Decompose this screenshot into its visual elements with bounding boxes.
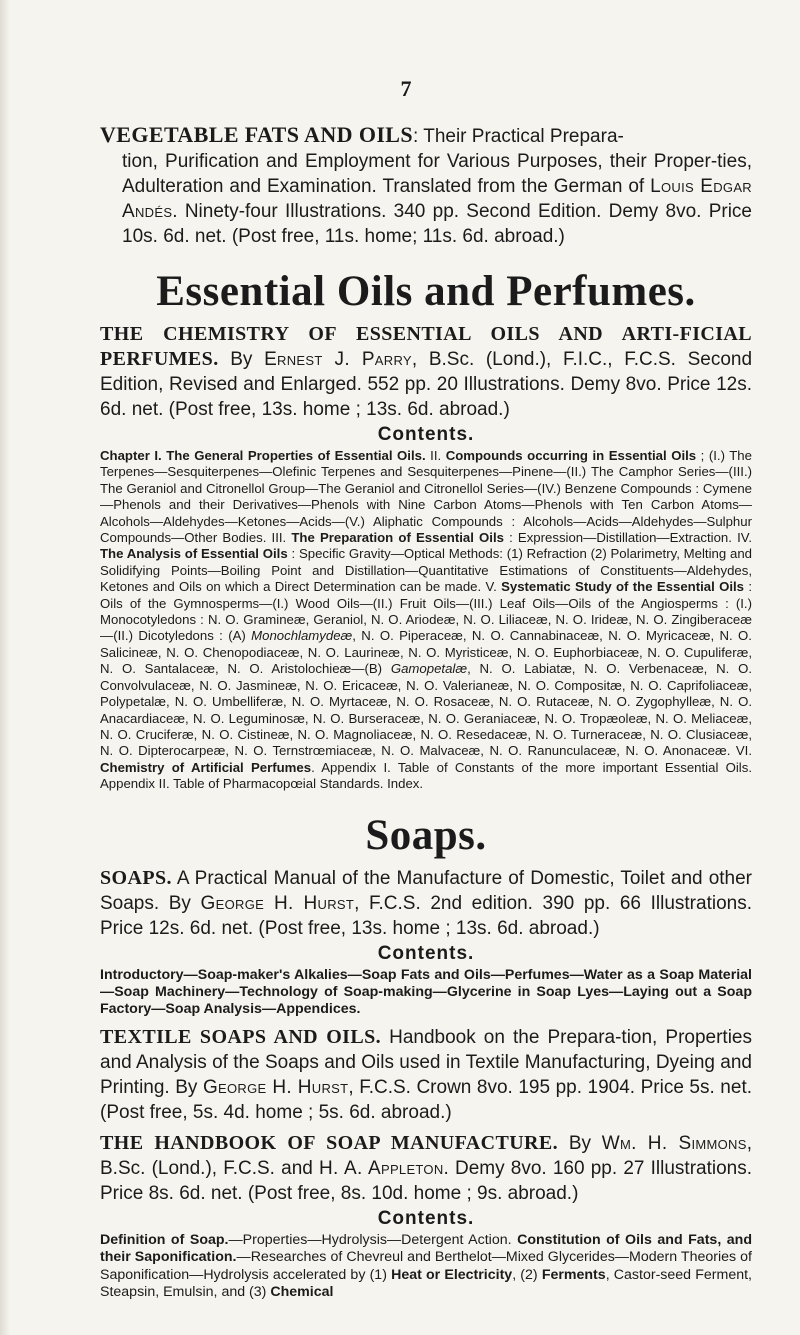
entry-title: THE HANDBOOK OF SOAP MANUFACTURE. (100, 1131, 559, 1154)
entry-body: , B.Sc. (Lond.), F.I.C., F.C.S. Second Edition, Revised and Enlarged. 552 pp. 20 Illustrations. Demy 8vo. Price 12s. 6d. net. (Post free, 13s. home ; 13s. 6d. abroad.) (100, 349, 753, 420)
contents-topic-1-text: —Properties—Hydrolysis—Detergent Action. (228, 1231, 518, 1248)
contents-topic-4: Ferments (541, 1266, 606, 1283)
contents-chapter-1: Chapter I. The General Properties of Essential Oils. (100, 448, 426, 463)
entry-vegetable-fats (100, 122, 752, 249)
entry-text (100, 322, 752, 422)
entry-body-b: , F.C.S. Crown 8vo. 195 pp. 1904. Price 5s. net. (Post free, 5s. 4d. home ; 5s. 6d. abroad.) (100, 1076, 752, 1123)
entry-author: George H. Hurst (200, 892, 355, 914)
entry-author: George H. Hurst (202, 1076, 349, 1098)
entry-textile-soaps (100, 1025, 752, 1125)
contents-text: Introductory—Soap-maker's Alkalies—Soap Fats and Oils—Perfumes—Water as a Soap Material—Soap Machinery—Technology of Soap-making—Glycerine in Soap Lyes—Laying out a Soap Factory—Soap Analysis—Appendices. (100, 966, 752, 1018)
entry-body-b: , B.Sc. (Lond.), F.C.S. and (100, 1132, 752, 1179)
contents-topic-5: Chemical (270, 1283, 334, 1300)
entry-title: TEXTILE SOAPS AND OILS. (100, 1025, 382, 1048)
entry-first-line: Their Practical Prepara- (423, 126, 624, 147)
contents-chapter-6-text: . Appendix I. Table of Constants of the more important Essential Oils. Appendix II. Table of Pharmacopœial Standards. Index. (100, 759, 752, 792)
entry-by: By (218, 349, 265, 370)
contents-topic-3-text: , (2) (512, 1266, 542, 1283)
contents-chapter-2-text: ; (I.) The Terpenes—Sesquiterpenes—Olefinic Terpenes and Sesquiterpenes—Pinene—(II.) The Camphor Series—(III.) The Geraniol and Citronellol Group—The Geraniol and Citronellol Series—(IV.) Benzene Compounds : Cymene—Phenols and their Derivatives—Phenols with Nine Carbon Atoms—Phenols with Ten Carbon Atoms—Alcohols—Aldehydes—Ketones—Acids—(V.) Aliphatic Compounds : Alcohols—Acids—Aldehydes—Sulphur Compounds—Other Bodies. III. (100, 448, 752, 546)
contents-chapter-5-text-b: , N. O. Piperaceæ, N. O. Cannabinaceæ, N. O. Myricaceæ, N. O. Salicineæ, N. O. Chenopodiaceæ, N. O. Laurineæ, N. O. Myristiceæ, N. O. Euphorbiaceæ, N. O. Cupuliferæ, N. O. Santalaceæ, N. O. Aristolochieæ—(B) (100, 628, 752, 677)
entry-body (100, 149, 752, 249)
contents-topic-1: Definition of Soap. (100, 1231, 229, 1248)
contents-chapter-5-text-a: : Oils of the Gymnosperms—(I.) Wood Oils—(II.) Fruit Oils—(III.) Leaf Oils—Oils of the Angiosperms : (I.) Monocotyledons : N. O. Gramineæ, Geraniol, N. O. Ariodeæ, N. O. Liliaceæ, N. O. Irideæ, N. O. Zingiberaceæ—(II.) Dicotyledons : (A) (100, 579, 753, 644)
contents-sep: II. (425, 448, 446, 463)
contents-topic-4-text: , Castor-seed Ferment, Steapsin, Emulsin, and (3) (100, 1266, 752, 1300)
section-heading-soaps: Soaps. (365, 811, 487, 859)
contents-topic-3: Heat or Electricity (391, 1266, 513, 1283)
contents-topic-2: Constitution of Oils and Fats, and their Saponification. (100, 1231, 753, 1266)
contents-topic-2-text: —Researches of Chevreul and Berthelot—Mixed Glycerides—Modern Theories of Saponification—Hydrolysis accelerated by (1) (100, 1249, 752, 1283)
title-separator: : (413, 126, 424, 147)
entry-title: THE CHEMISTRY OF ESSENTIAL OILS AND ARTI-FICIAL PERFUMES. (100, 323, 752, 370)
contents-text (100, 448, 752, 793)
entry-body-b: , F.C.S. 2nd edition. 390 pp. 66 Illustrations. Price 12s. 6d. net. (Post free, 13s. home ; 13s. 6d. abroad.) (100, 892, 752, 939)
entry-soaps (100, 866, 752, 1019)
entry-author-1: Wm. H. Simmons (601, 1132, 747, 1154)
entry-author-2: H. A. Appleton (319, 1157, 444, 1179)
entry-body-a: A Practical Manual of the Manufacture of Domestic, Toilet and other Soaps. By (100, 867, 752, 914)
contents-heading: Contents. (377, 1207, 475, 1229)
page-number: 7 (400, 76, 412, 101)
contents-chapter-4-text: : Specific Gravity—Optical Methods: (1) Refraction (2) Polarimetry, Melting and Solidifying Points—Boiling Point and Distillation—Quantitative Estimations of Constituents—Aldehydes, Ketones and Oils on which a Direct Determination can be made. V. (100, 546, 752, 595)
entry-body-c: . Demy 8vo. 160 pp. 27 Illustrations. Price 8s. 6d. net. (Post free, 8s. 10d. home ; 9s. abroad.) (100, 1157, 753, 1204)
contents-italic-a: Monochlamydeæ (251, 628, 353, 644)
contents-chapter-4: The Analysis of Essential Oils (100, 546, 288, 562)
entry-title: VEGETABLE FATS AND OILS (100, 122, 413, 147)
entry-body-a: tion, Purification and Employment for Various Purposes, their Proper-ties, Adulteration and Examination. Translated from the German of (122, 151, 752, 197)
entry-body-a: By (558, 1132, 602, 1154)
contents-heading: Contents. (377, 942, 475, 964)
page-gutter-shadow (0, 0, 10, 1335)
entry-title: SOAPS. (100, 866, 172, 889)
section-heading-essential-oils: Essential Oils and Perfumes. (156, 268, 696, 315)
contents-chapter-5: Systematic Study of the Essential Oils (501, 579, 745, 595)
contents-chapter-5-text-c: , N. O. Labiatæ, N. O. Verbenaceæ, N. O. Convolvulaceæ, N. O. Jasmineæ, N. O. Ericaceæ, N. O. Valerianeæ, N. O. Compositæ, N. O. Caprifoliaceæ, Polypetalæ, N. O. Umbelliferæ, N. O. Myrtaceæ, N. O. Rosaceæ, N. O. Rutaceæ, N. O. Zygophylleæ, N. O. Anacardiaceæ, N. O. Leguminosæ, N. O. Burseraceæ, N. O. Geraniaceæ, N. O. Tropæoleæ, N. O. Meliaceæ, N. O. Cruciferæ, N. O. Cistineæ, N. O. Magnoliaceæ, N. O. Resedaceæ, N. O. Turneraceæ, N. O. Clusiaceæ, N. O. Dipterocarpeæ, N. O. Ternstrœmiaceæ, N. O. Malvaceæ, N. O. Ranunculaceæ, N. O. Anonaceæ. VI. (100, 661, 752, 759)
contents-chapter-3-text: : Expression—Distillation—Extraction. IV. (503, 530, 752, 546)
contents-chapter-3: The Preparation of Essential Oils (291, 530, 504, 546)
entry-essential-oils (100, 322, 752, 793)
entry-text (100, 1131, 752, 1206)
entry-soap-manufacture (100, 1131, 752, 1302)
contents-chapter-2: Compounds occurring in Essential Oils (445, 448, 697, 463)
entry-text (100, 866, 752, 941)
entry-body-b: . Ninety-four Illustrations. 340 pp. Second Edition. Demy 8vo. Price 10s. 6d. net. (Post free, 11s. home; 11s. 6d. abroad.) (122, 201, 752, 247)
entry-author: Louis Edgar Andés (122, 176, 752, 222)
contents-italic-b: Gamopetalæ (390, 661, 468, 677)
contents-text (100, 1232, 752, 1302)
entry-text (100, 122, 752, 249)
entry-text (100, 1025, 752, 1125)
contents-chapter-6: Chemistry of Artificial Perfumes (100, 759, 312, 775)
contents-heading: Contents. (377, 424, 475, 445)
entry-author: Ernest J. Parry (264, 349, 412, 370)
entry-body-a: Handbook on the Prepara-tion, Properties and Analysis of the Soaps and Oils used in Textile Manufacturing, Dyeing and Printing. By (100, 1026, 752, 1098)
